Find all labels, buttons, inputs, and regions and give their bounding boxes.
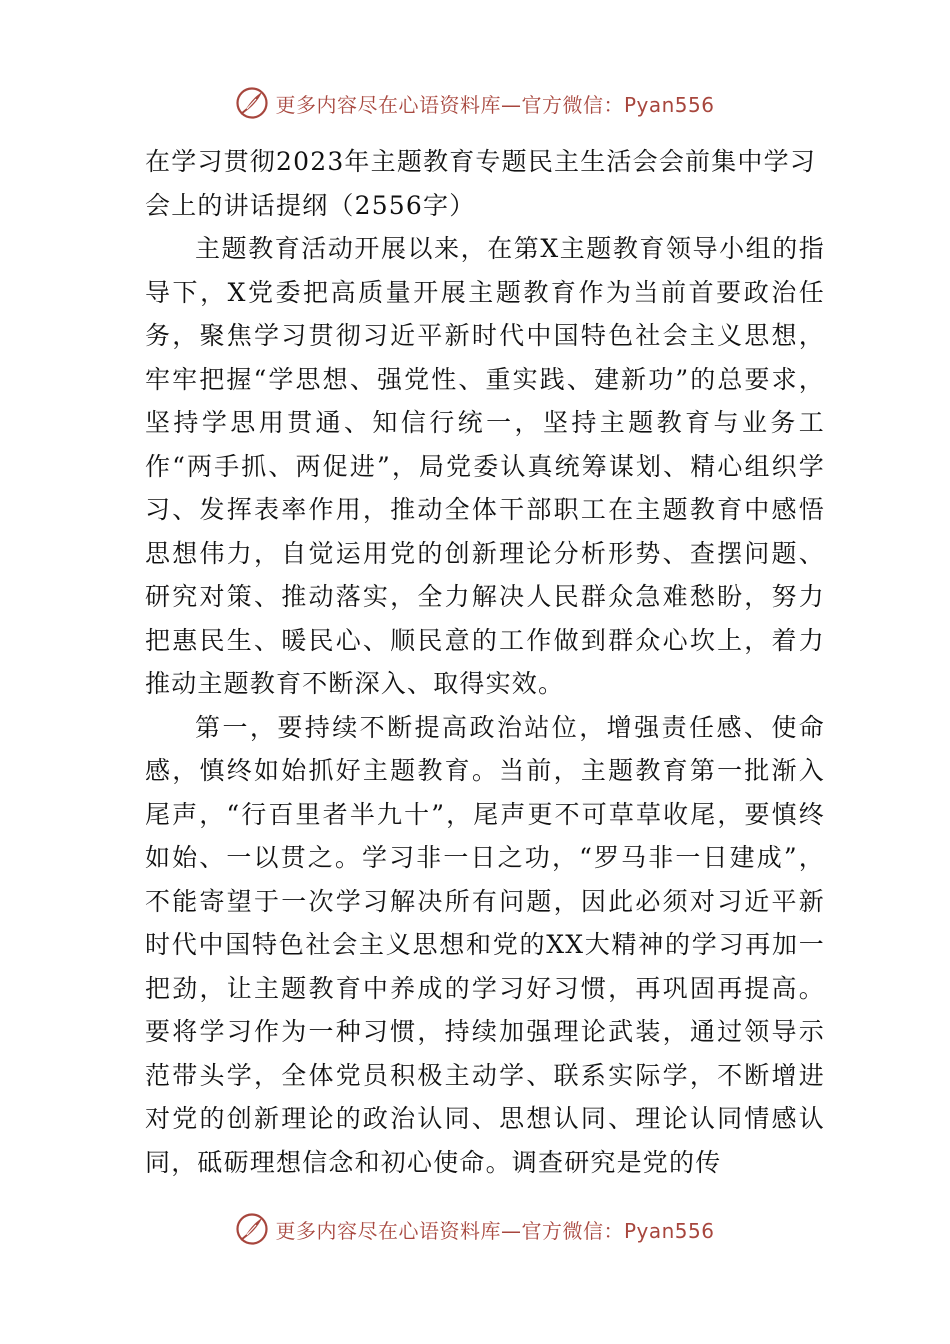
header-banner xyxy=(0,83,950,123)
footer-banner-text: 更多内容尽在心语资料库—官方微信：Pyan556 xyxy=(275,1218,715,1243)
paragraph-first-point: 第一，要持续不断提高政治站位，增强责任感、使命感，慎终如始抓好主题教育。当前，主题教育第一批渐入尾声，“行百里者半九十”，尾声更不可草草收尾，要慎终如始、一以贯之。学习非一日之功，“罗马非一日建成”，不能寄望于一次学习解决所有问题，因此必须对习近平新时代中国特色社会主义思想和党的XX大精神的学习再加一把劲，让主题教育中养成的学习好习惯，再巩固再提高。要将学习作为一种习惯，持续加强理论武装，通过领导示范带头学，全体党员积极主动学、联系实际学，不断增进对党的创新理论的政治认同、思想认同、理论认同情感认同，砥砺理想信念和初心使命。调查研究是党的传 xyxy=(145,712,825,1177)
header-banner-text: 更多内容尽在心语资料库—官方微信：Pyan556 xyxy=(275,92,715,117)
footer-banner xyxy=(0,1209,950,1249)
quill-pen-icon xyxy=(235,1212,269,1246)
quill-pen-icon xyxy=(235,86,269,120)
document-body xyxy=(145,140,825,1184)
paragraph-intro: 主题教育活动开展以来，在第X主题教育领导小组的指导下，X党委把高质量开展主题教育作为当前首要政治任务，聚焦学习贯彻习近平新时代中国特色社会主义思想，牢牢把握“学思想、强党性、重实践、建新功”的总要求，坚持学思用贯通、知信行统一，坚持主题教育与业务工作“两手抓、两促进”，局党委认真统筹谋划、精心组织学习、发挥表率作用，推动全体干部职工在主题教育中感悟思想伟力，自觉运用党的创新理论分析形势、查摆问题、研究对策、推动落实，全力解决人民群众急难愁盼，努力把惠民生、暖民心、顺民意的工作做到群众心坎上，着力推动主题教育不断深入、取得实效。 xyxy=(145,234,825,698)
document-title: 在学习贯彻2023年主题教育专题民主生活会会前集中学习会上的讲话提纲（2556字） xyxy=(145,147,817,220)
